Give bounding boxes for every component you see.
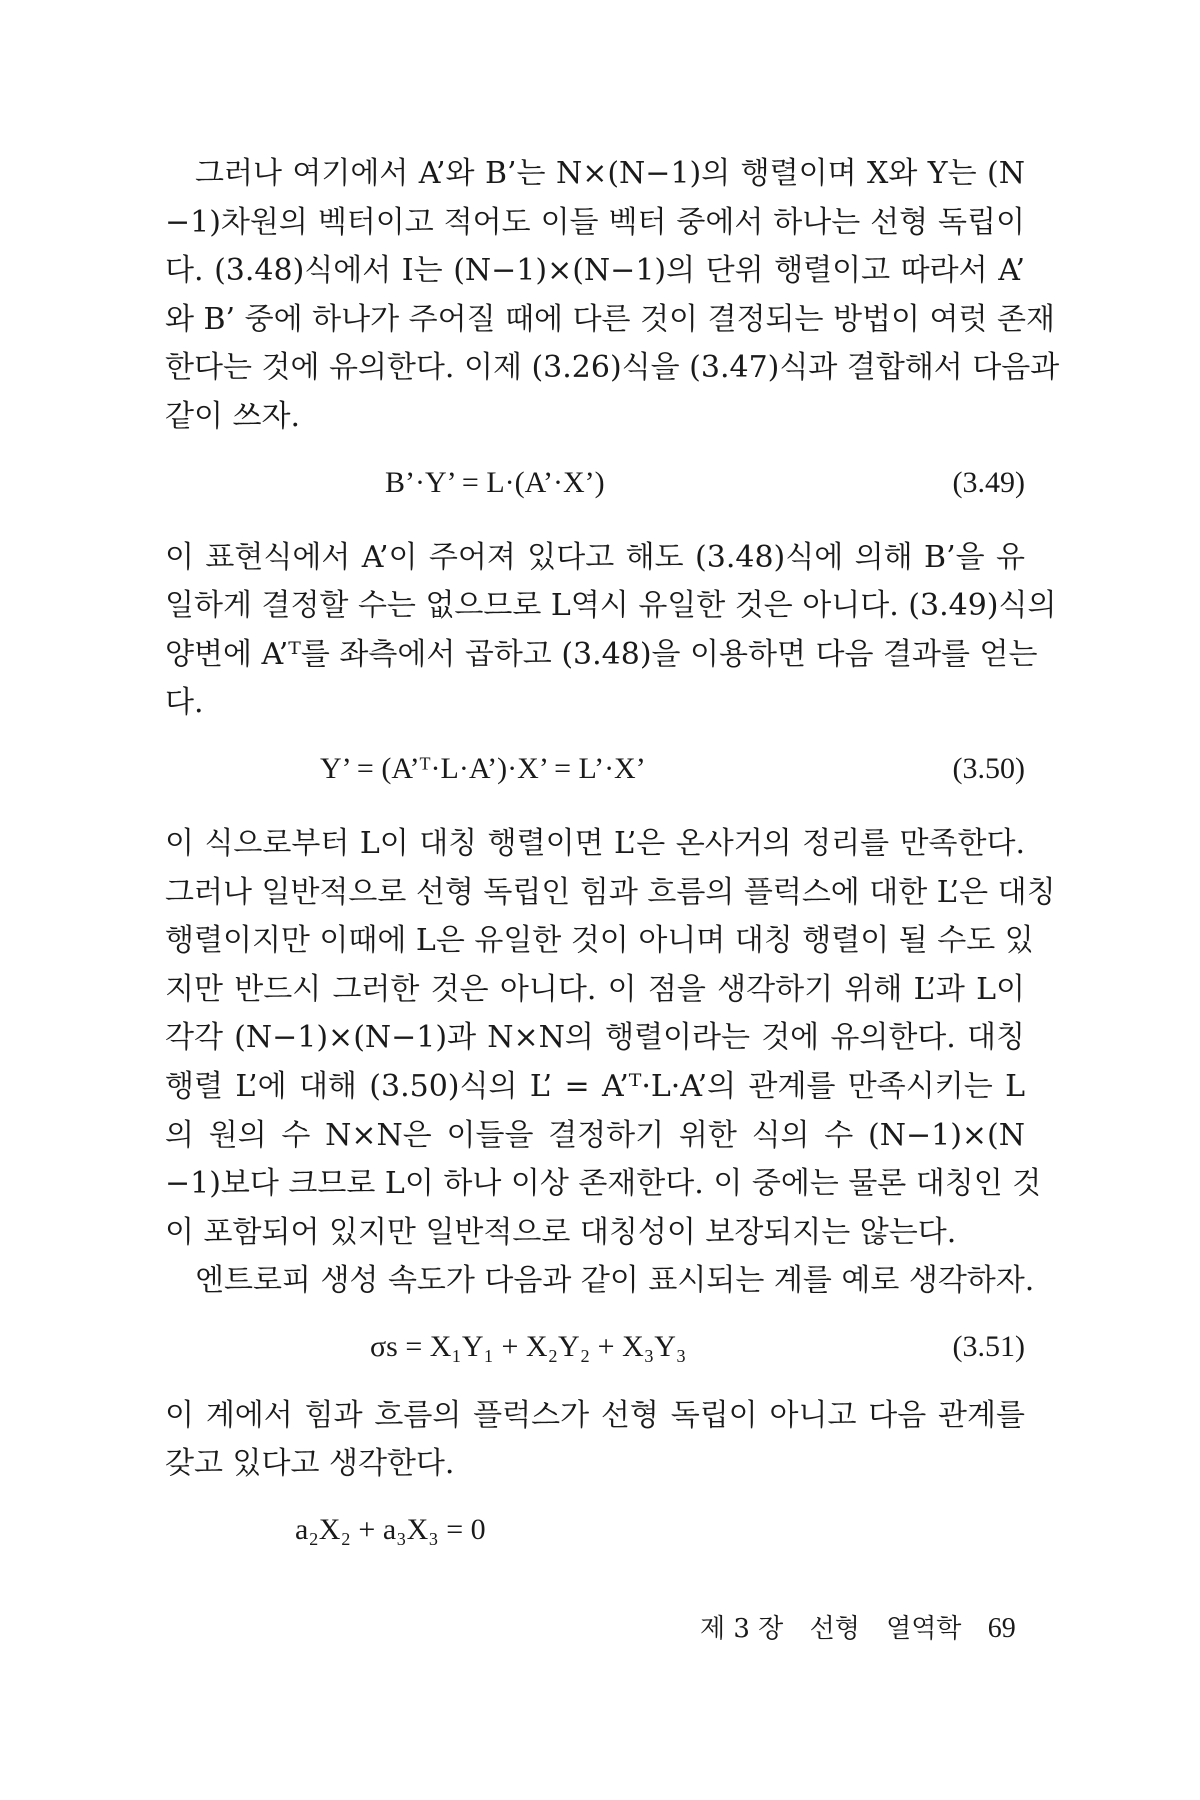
- equation-3-51: [165, 1306, 1025, 1392]
- equation-3-50: [165, 728, 1025, 820]
- page-number: 69: [987, 1613, 1016, 1644]
- text-line: 이 식으로부터 L이 대칭 행렬이면 L’은 온사거의 정리를 만족한다.: [165, 825, 1025, 861]
- paragraph-3: [165, 820, 1056, 1257]
- equation-expression: B’·Y’ = L·(A’·X’): [385, 465, 605, 499]
- text-line: 지만 반드시 그러한 것은 아니다. 이 점을 생각하기 위해 L’과 L이: [165, 971, 1025, 1007]
- equation-constraint: [165, 1489, 1025, 1575]
- text-line: 일하게 결정할 수는 없으므로 L역시 유일한 것은 아니다. (3.49)식의: [165, 588, 1057, 624]
- text-line: 이 표현식에서 A’이 주어져 있다고 해도 (3.48)식에 의해 B’을 유: [165, 539, 1025, 575]
- text-line: −1)차원의 벡터이고 적어도 이들 벡터 중에서 하나는 선형 독립이: [165, 204, 1025, 240]
- text-line: 의 원의 수 N×N은 이들을 결정하기 위한 식의 수 (N−1)×(N: [165, 1117, 1025, 1153]
- equation-expression: Y’ = (A’ᵀ·L·A’)·X’ = L’·X’: [320, 751, 646, 785]
- text-line: 그러나 여기에서 A’와 B’는 N×(N−1)의 행렬이며 X와 Y는 (N: [195, 156, 1025, 191]
- chapter-title-word: 열역학: [886, 1614, 962, 1644]
- text-line: 이 포함되어 있지만 일반적으로 대칭성이 보장되지는 않는다.: [165, 1214, 957, 1250]
- chapter-label: 제 3 장: [700, 1614, 784, 1644]
- text-line: 양변에 A’ᵀ를 좌측에서 곱하고 (3.48)을 이용하면 다음 결과를 얻는: [165, 636, 1038, 672]
- text-line: 행렬이지만 이때에 L은 유일한 것이 아니며 대칭 행렬이 될 수도 있: [165, 923, 1034, 959]
- text-line: 한다는 것에 유의한다. 이제 (3.26)식을 (3.47)식과 결합해서 다음과: [165, 350, 1060, 386]
- text-line: 각각 (N−1)×(N−1)과 N×N의 행렬이라는 것에 유의한다. 대칭: [165, 1020, 1025, 1056]
- text-line: 같이 쓰자.: [165, 398, 300, 434]
- text-line: 그러나 일반적으로 선형 독립인 힘과 흐름의 플럭스에 대한 L’은 대칭: [165, 874, 1056, 910]
- paragraph-4: [165, 1257, 1035, 1306]
- equation-number: (3.50): [952, 751, 1025, 785]
- text-line: 갖고 있다고 생각한다.: [165, 1446, 455, 1482]
- text-line: 다. (3.48)식에서 I는 (N−1)×(N−1)의 단위 행렬이고 따라서 A’: [165, 253, 1025, 289]
- equation-expression: a₂X₂ + a₃X₃ = 0: [295, 1513, 486, 1547]
- equation-number: (3.49): [952, 465, 1025, 499]
- text-line: 행렬 L’에 대해 (3.50)식의 L’ = A’ᵀ·L·A’의 관계를 만족시키는 L: [165, 1068, 1025, 1104]
- chapter-title-word: 선형: [809, 1614, 860, 1644]
- paragraph-5: [165, 1392, 1025, 1489]
- paragraph-2: [165, 534, 1057, 728]
- text-line: 다.: [165, 685, 204, 721]
- equation-expression: σs = X₁Y₁ + X₂Y₂ + X₃Y₃: [370, 1329, 687, 1363]
- text-line: −1)보다 크므로 L이 하나 이상 존재한다. 이 중에는 물론 대칭인 것: [165, 1166, 1042, 1202]
- page-footer: [700, 1608, 1025, 1645]
- text-line: 이 계에서 힘과 흐름의 플럭스가 선형 독립이 아니고 다음 관계를: [165, 1397, 1025, 1433]
- page-body: [165, 150, 1060, 1575]
- text-line: 엔트로피 생성 속도가 다음과 같이 표시되는 계를 예로 생각하자.: [195, 1263, 1035, 1299]
- equation-3-49: [165, 442, 1025, 534]
- text-line: 와 B’ 중에 하나가 주어질 때에 다른 것이 결정되는 방법이 여럿 존재: [165, 301, 1055, 337]
- paragraph-1: [165, 150, 1060, 442]
- equation-number: (3.51): [952, 1329, 1025, 1363]
